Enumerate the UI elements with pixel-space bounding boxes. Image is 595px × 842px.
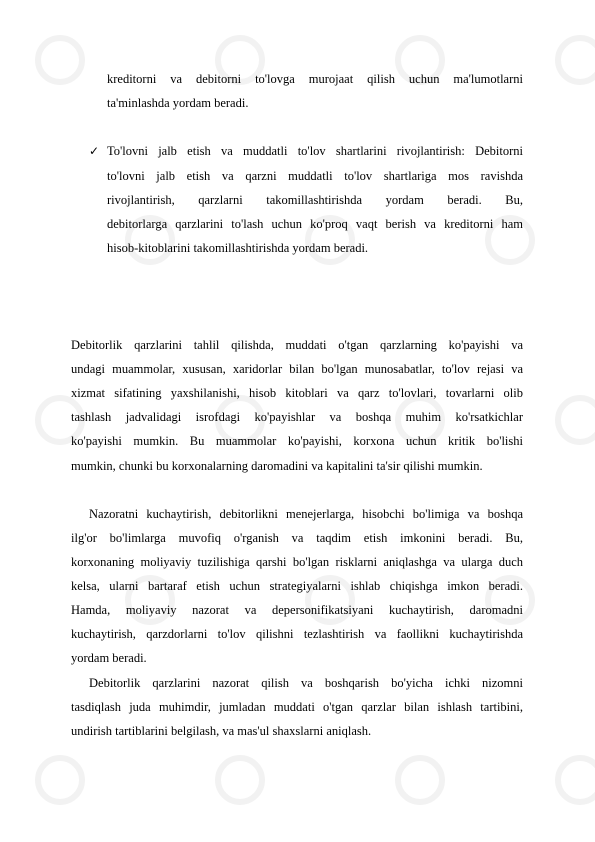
paragraph-line: korxonaning moliyaviy tuzilishiga qarshi bo'lgan risklarni aniqlashga va ularga duch	[71, 555, 523, 569]
bullet-item-line: To'lovni jalb etish va muddatli to'lov shartlarini rivojlantirish: Debitorni	[107, 144, 523, 158]
bullet-item-line: to'lovni jalb etish va qarzni muddatli to'lov shartlariga mos ravishda	[107, 169, 523, 183]
paragraph-line: yordam beradi.	[71, 651, 147, 665]
paragraph-line: Debitorlik qarzlarini tahlil qilishda, muddati o'tgan qarzlarning ko'payishi va	[71, 338, 523, 352]
bullet-item-line: hisob-kitoblarini takomillashtirishda yordam beradi.	[107, 241, 369, 255]
paragraph-line: Hamda, moliyaviy nazorat va depersonifikatsiyani kuchaytirish, daromadni	[71, 603, 523, 617]
paragraph-line: ilg'or bo'limlarga muvofiq o'rganish va taqdim etish imkonini beradi. Bu,	[71, 531, 523, 545]
bullet-item-line: rivojlantirish, qarzlarni takomillashtirishda yordam beradi. Bu,	[107, 193, 523, 207]
paragraph-line: Nazoratni kuchaytirish, debitorlikni menejerlarga, hisobchi bo'limiga va boshqa	[89, 507, 523, 521]
paragraph-line: undirish tartiblarini belgilash, va mas'ul shaxslarni aniqlash.	[71, 724, 372, 738]
paragraph-line: mumkin, chunki bu korxonalarning daromadini va kapitalini ta'sir qilishi mumkin.	[71, 459, 483, 473]
paragraph-line: undagi muammolar, xususan, xaridorlar bilan bo'lgan munosabatlar, to'lov rejasi va	[71, 362, 523, 376]
paragraph-line: xizmat sifatining yaxshilanishi, hisob kitoblari va qarz to'lovlari, tovarlarni olib	[71, 386, 523, 400]
paragraph-line: tashlash jadvalidagi isrofdagi ko'payishlar va boshqa muhim ko'rsatkichlar	[71, 410, 523, 424]
paragraph-line: kelsa, ularni bartaraf etish uchun strategiyalarni ishlab chiqishga imkon beradi.	[71, 579, 523, 593]
bullet-item-line: debitorlarga qarzlarini to'lash uchun ko'proq vaqt berish va kreditorni ham	[107, 217, 523, 231]
checkmark-icon: ✓	[89, 144, 100, 158]
paragraph-line: ko'payishi mumkin. Bu muammolar ko'payishi, korxona uchun kritik bo'lishi	[71, 434, 523, 448]
bullet-continuation-line: kreditorni va debitorni to'lovga murojaat qilish uchun ma'lumotlarni	[107, 72, 523, 86]
paragraph-line: kuchaytirish, qarzdorlarni to'lov qilishni tezlashtirish va faollikni kuchaytirishda	[71, 627, 523, 641]
paragraph-line: tasdiqlash juda muhimdir, jumladan muddati o'tgan qarzlar bilan ishlash tartibini,	[71, 700, 523, 714]
bullet-continuation-line: ta'minlashda yordam beradi.	[107, 96, 249, 110]
paragraph-line: Debitorlik qarzlarini nazorat qilish va boshqarish bo'yicha ichki nizomni	[89, 676, 523, 690]
